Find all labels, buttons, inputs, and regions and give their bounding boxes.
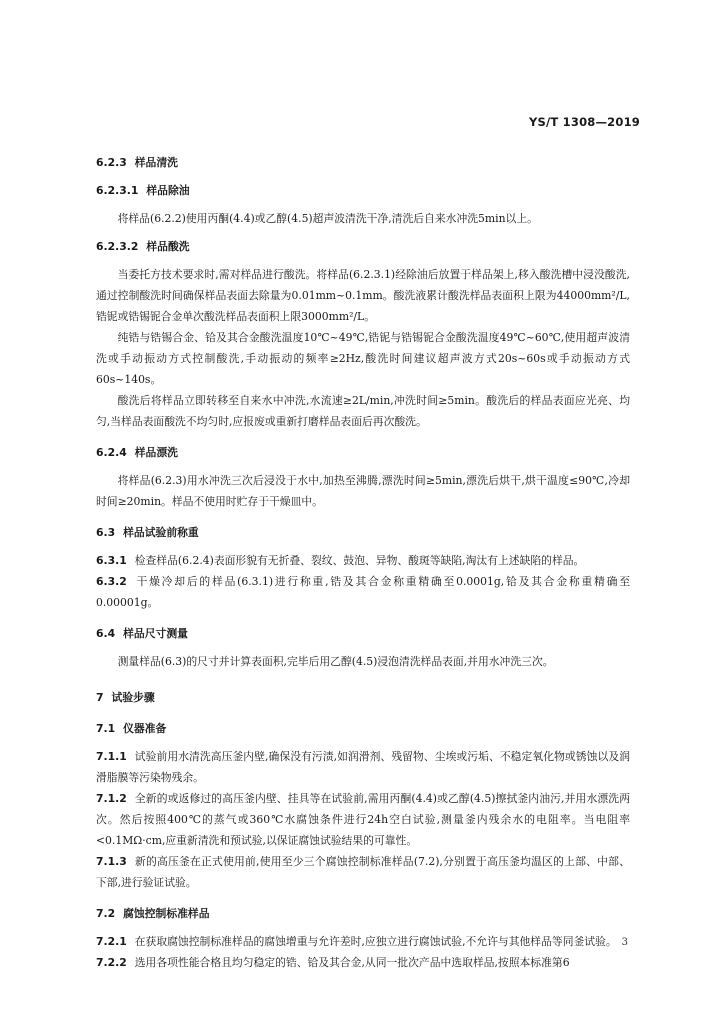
numbered-clause [96, 851, 630, 893]
numbered-clause [96, 931, 630, 952]
section-number: 6.4 [96, 627, 116, 640]
section-number: 7.2 [96, 907, 116, 920]
clause-text: 检查样品(6.2.4)表面形貌有无折叠、裂纹、鼓泡、异物、酸斑等缺陷,淘汰有上述缺陷的样品。 [134, 554, 585, 567]
document-body [96, 152, 630, 973]
paragraph: 将样品(6.2.3)用水冲洗三次后浸没于水中,加热至沸腾,漂洗时间≥5min,漂洗后烘干,烘干温度≤90℃,冷却时间≥20min。样品不使用时贮存于干燥皿中。 [96, 474, 630, 508]
clause-text: 试验前用水清洗高压釜内壁,确保没有污渍,如润滑剂、残留物、尘埃或污垢、不稳定氧化物或锈蚀以及润滑脂膜等污染物残余。 [96, 750, 630, 784]
numbered-clause [96, 550, 630, 571]
section-title: 样品尺寸测量 [123, 627, 188, 640]
clause-number: 7.2.2 [96, 956, 127, 969]
section-title: 样品除油 [146, 184, 190, 197]
clause-number: 6.3.1 [96, 554, 127, 567]
paragraph: 纯锆与锆锡合金、铪及其合金酸洗温度10℃~49℃,锆铌与锆锡铌合金酸洗温度49℃~60℃,使用超声波清洗或手动振动方式控制酸洗,手动振动的频率≥2Hz,酸洗时间建议超声波方式20s~60s或手动振动方式60s~140s。 [96, 331, 630, 386]
numbered-clause [96, 571, 630, 613]
section-heading [96, 522, 630, 543]
paragraph: 酸洗后将样品立即转移至自来水中冲洗,水流速≥2L/min,冲洗时间≥5min。酸洗后的样品表面应光亮、均匀,当样品表面酸洗不均匀时,应报废或重新打磨样品表面后再次酸洗。 [96, 394, 630, 428]
section-heading [96, 623, 630, 644]
clause-text: 选用各项性能合格且均匀稳定的锆、铪及其合金,从同一批次产品中选取样品,按照本标准第6 [134, 956, 570, 969]
clause-number: 7.1.1 [96, 750, 127, 763]
section-number: 6.2.4 [96, 446, 127, 459]
page-number: 3 [621, 937, 628, 948]
numbered-clause [96, 952, 630, 973]
standard-number: YS/T 1308—2019 [529, 115, 640, 129]
numbered-clause [96, 746, 630, 788]
clause-text: 在获取腐蚀控制标准样品的腐蚀增重与允许差时,应独立进行腐蚀试验,不允许与其他样品等同釜试验。 [134, 935, 617, 948]
section-title: 仪器准备 [123, 722, 167, 735]
section-title: 腐蚀控制标准样品 [123, 907, 210, 920]
section-number: 6.2.3.1 [96, 184, 139, 197]
section-number: 6.2.3.2 [96, 240, 139, 253]
section-number: 6.2.3 [96, 156, 127, 169]
clause-number: 7.2.1 [96, 935, 127, 948]
section-heading [96, 718, 630, 739]
section-heading [96, 687, 630, 708]
section-heading [96, 442, 630, 463]
section-number: 7 [96, 691, 104, 704]
section-title: 样品酸洗 [146, 240, 190, 253]
section-title: 样品清洗 [134, 156, 178, 169]
clause-number: 6.3.2 [96, 575, 127, 588]
section-title: 样品漂洗 [134, 446, 178, 459]
section-number: 7.1 [96, 722, 116, 735]
paragraph: 当委托方技术要求时,需对样品进行酸洗。将样品(6.2.3.1)经除油后放置于样品架上,移入酸洗槽中浸没酸洗,通过控制酸洗时间确保样品表面去除量为0.01mm~0.1mm。酸洗液累计酸洗样品表面积上限为44000mm²/L,锆铌或锆锡铌合金单次酸洗样品表面积上限3000mm²/L。 [96, 268, 630, 323]
section-heading [96, 903, 630, 924]
section-heading [96, 152, 630, 173]
clause-text: 新的高压釜在正式使用前,使用至少三个腐蚀控制标准样品(7.2),分别置于高压釜均温区的上部、中部、下部,进行验证试验。 [96, 855, 630, 889]
section-heading [96, 180, 630, 201]
paragraph: 测量样品(6.3)的尺寸并计算表面积,完毕后用乙醇(4.5)浸泡清洗样品表面,并用水冲洗三次。 [117, 655, 554, 668]
clause-number: 7.1.2 [96, 792, 127, 805]
section-number: 6.3 [96, 526, 116, 539]
section-heading [96, 236, 630, 257]
paragraph: 将样品(6.2.2)使用丙酮(4.4)或乙醇(4.5)超声波清洗干净,清洗后自来水冲洗5min以上。 [117, 212, 538, 225]
clause-text: 干燥冷却后的样品(6.3.1)进行称重,锆及其合金称重精确至0.0001g,铪及其合金称重精确至0.00001g。 [96, 575, 630, 609]
clause-number: 7.1.3 [96, 855, 127, 868]
section-title: 样品试验前称重 [123, 526, 199, 539]
section-title: 试验步骤 [111, 691, 155, 704]
clause-text: 全新的或返修过的高压釜内壁、挂具等在试验前,需用丙酮(4.4)或乙醇(4.5)擦拭釜内油污,并用水漂洗两次。然后按照400℃的蒸气或360℃水腐蚀条件进行24h空白试验,测量釜内残余水的电阻率。当电阻率<0.1MΩ·cm,应重新清洗和预试验,以保证腐蚀试验结果的可靠性。 [96, 792, 630, 847]
numbered-clause [96, 788, 630, 851]
